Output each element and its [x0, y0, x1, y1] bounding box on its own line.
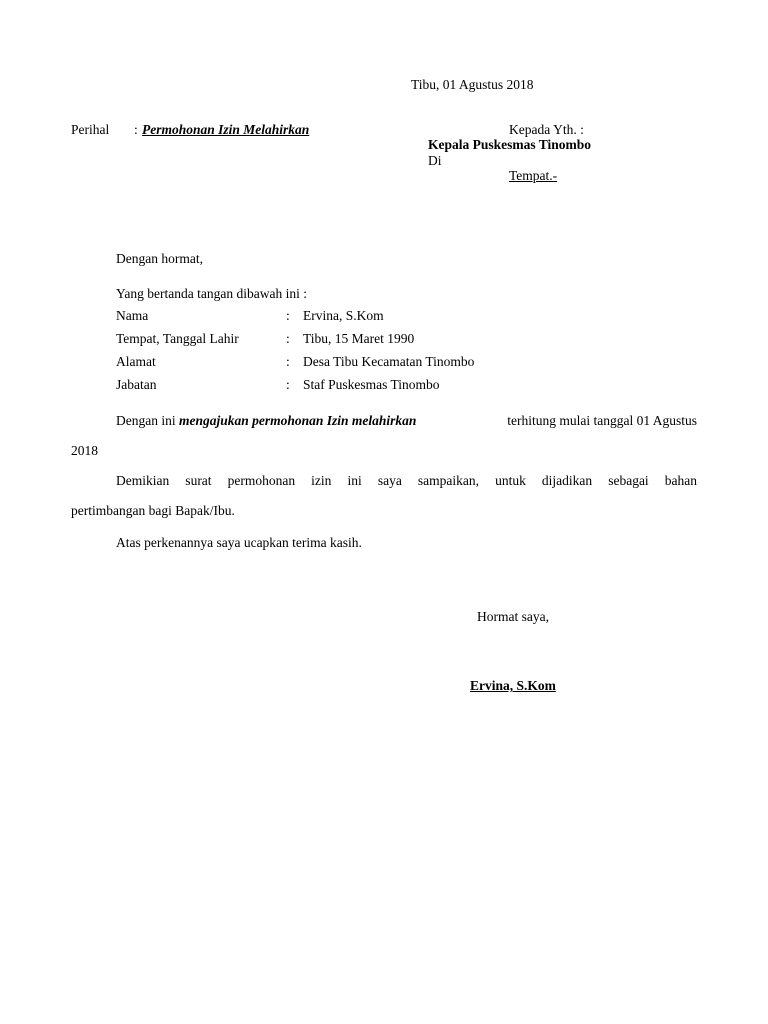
para1-emphasis: mengajukan permohonan Izin melahirkan [179, 413, 417, 428]
paragraph-1-line-2: 2018 [71, 443, 98, 458]
field-row-jabatan [116, 377, 616, 393]
recipient-name: Kepala Puskesmas Tinombo [428, 137, 592, 152]
field-colon: : [286, 308, 290, 323]
field-label: Jabatan [116, 377, 157, 392]
field-colon: : [286, 354, 290, 369]
perihal-colon: : [134, 122, 138, 137]
field-row-ttl [116, 331, 616, 347]
greeting: Dengan hormat, [116, 251, 203, 266]
field-colon: : [286, 331, 290, 346]
field-value: Staf Puskesmas Tinombo [303, 377, 440, 392]
recipient-place: Tempat.- [509, 168, 558, 183]
paragraph-2-line-2: pertimbangan bagi Bapak/Ibu. [71, 503, 235, 518]
field-value: Tibu, 15 Maret 1990 [303, 331, 415, 346]
field-label: Tempat, Tanggal Lahir [116, 331, 239, 346]
paragraph-3: Atas perkenannya saya ucapkan terima kasih. [116, 535, 362, 550]
para1-suffix: terhitung mulai tanggal 01 Agustus [507, 413, 697, 428]
field-value: Desa Tibu Kecamatan Tinombo [303, 354, 475, 369]
perihal-label: Perihal [71, 122, 110, 137]
letter-date: Tibu, 01 Agustus 2018 [411, 77, 534, 92]
signature-name: Ervina, S.Kom [470, 678, 556, 693]
field-label: Alamat [116, 354, 156, 369]
field-row-alamat [116, 354, 616, 370]
para1-prefix: Dengan ini [116, 413, 176, 428]
recipient-to-label: Kepada Yth. : [509, 122, 584, 137]
field-colon: : [286, 377, 290, 392]
intro-line: Yang bertanda tangan dibawah ini : [116, 286, 307, 301]
field-row-nama [116, 308, 616, 324]
paragraph-1-line-1 [116, 413, 697, 429]
perihal-subject: Permohonan Izin Melahirkan [142, 122, 310, 137]
paragraph-2-line-1: Demikian surat permohonan izin ini saya sampaikan, untuk dijadikan sebagai bahan [116, 473, 697, 488]
closing: Hormat saya, [477, 609, 549, 624]
field-value: Ervina, S.Kom [303, 308, 384, 323]
recipient-di: Di [428, 153, 442, 168]
field-label: Nama [116, 308, 149, 323]
